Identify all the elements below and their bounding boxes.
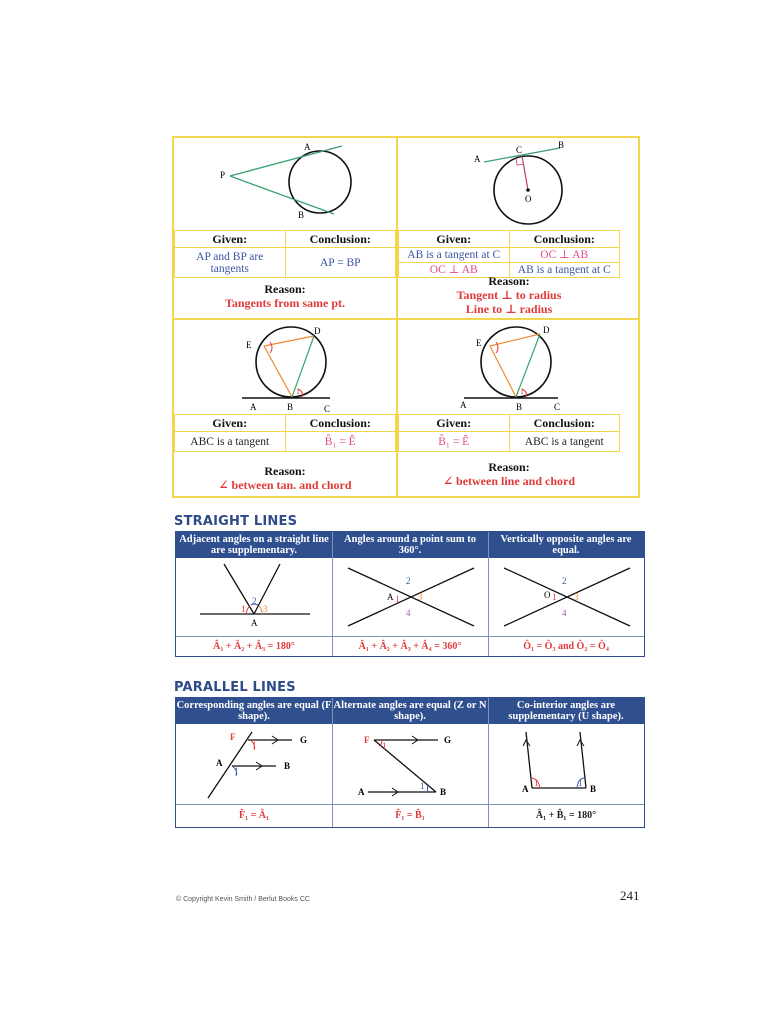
- reason-block: [174, 464, 396, 492]
- label-a: A: [474, 154, 481, 164]
- conclusion-heading: Conclusion:: [285, 231, 396, 248]
- given-text: AP and BP are tangents: [175, 248, 286, 278]
- label-angle-1: 1: [296, 387, 300, 396]
- label-b: B: [590, 784, 597, 794]
- conclusion-text: B̂₁ = Ê: [285, 432, 396, 452]
- label-a: A: [250, 402, 257, 412]
- given-heading: Given:: [175, 231, 286, 248]
- given-text-1: AB is a tangent at C: [399, 248, 510, 263]
- reason-heading: Reason:: [264, 282, 306, 296]
- conclusion-text-2: AB is a tangent at C: [509, 263, 620, 278]
- label-g: G: [300, 735, 308, 745]
- given-heading: Given:: [399, 231, 510, 248]
- label-angle-1: 1: [241, 604, 246, 614]
- given-conclusion-table: [174, 230, 396, 278]
- label-angle-1: 1: [395, 594, 400, 604]
- reason-heading: Reason:: [488, 460, 530, 474]
- reason-block: [398, 274, 620, 316]
- label-angle-2: 2: [562, 576, 567, 586]
- reason-text: ∠ between line and chord: [442, 474, 576, 488]
- label-angle-1-b: 1: [578, 778, 583, 788]
- given-heading: Given:: [175, 415, 286, 432]
- reason-text-1: Tangent ⊥ to radius: [456, 288, 562, 302]
- label-p: P: [220, 170, 226, 180]
- label-c: C: [554, 402, 561, 412]
- copyright-text: © Copyright Kevin Smith / Berlut Books CC: [176, 896, 310, 903]
- label-d: D: [543, 325, 550, 335]
- label-angle-1-f: 1: [382, 741, 387, 751]
- tangent-radius-diagram: [398, 138, 620, 230]
- header-angles-around-point: Angles around a point sum to 360°.: [344, 534, 476, 556]
- tan-chord-diagram: [174, 320, 396, 414]
- co-interior-angles-diagram: [488, 726, 644, 804]
- given-conclusion-table: [398, 414, 620, 452]
- given-text-2: OC ⊥ AB: [399, 263, 510, 278]
- reason-heading: Reason:: [488, 274, 530, 288]
- straight-lines-table: [175, 531, 645, 657]
- label-e: E: [476, 338, 482, 348]
- label-c: C: [324, 404, 331, 414]
- reason-block: [398, 460, 620, 488]
- formula-co-interior: Â₁ + B̂₁ = 180°: [535, 810, 597, 821]
- conclusion-heading: Conclusion:: [285, 415, 396, 432]
- given-conclusion-table: [398, 230, 620, 278]
- conclusion-text: AP = BP: [285, 248, 396, 278]
- label-b: B: [298, 210, 305, 220]
- header-alternate: Alternate angles are equal (Z or N shape).: [333, 700, 487, 722]
- formula-alternate: F̂₁ = B̂₁: [395, 810, 425, 821]
- label-angle-4: 4: [562, 608, 567, 618]
- label-b: B: [287, 402, 294, 412]
- label-angle-1-upper: 1: [252, 740, 257, 750]
- formula-vertically-opposite: Ô₁ = Ô₃ and Ô₂ = Ô₄: [523, 641, 609, 652]
- label-o: O: [525, 194, 532, 204]
- line-chord-diagram: [398, 320, 620, 414]
- adjacent-angles-diagram: [176, 560, 332, 636]
- header-adjacent-angles: Adjacent angles on a straight line are supplementary.: [179, 534, 329, 556]
- conclusion-text-1: OC ⊥ AB: [509, 248, 620, 263]
- label-c: C: [516, 145, 523, 155]
- given-text: B̂₁ = Ê: [399, 432, 510, 452]
- page-number: 241: [620, 888, 640, 903]
- parallel-lines-table: [175, 697, 645, 828]
- corresponding-angles-diagram: [176, 726, 332, 804]
- label-b: B: [440, 787, 447, 797]
- label-a: A: [304, 142, 311, 152]
- conclusion-text: ABC is a tangent: [509, 432, 620, 452]
- header-vertically-opposite: Vertically opposite angles are equal.: [500, 534, 632, 556]
- formula-corresponding: F̂₁ = Â₁: [238, 810, 270, 821]
- reason-block: [174, 282, 396, 310]
- theorem-cell-tangents-same-point: [174, 138, 396, 318]
- label-f: F: [364, 735, 370, 745]
- given-heading: Given:: [399, 415, 510, 432]
- header-corresponding: Corresponding angles are equal (F shape).: [176, 700, 332, 722]
- label-d: D: [314, 326, 321, 336]
- label-a: A: [460, 400, 467, 410]
- label-a: A: [251, 618, 258, 628]
- reason-text: Tangents from same pt.: [224, 296, 345, 310]
- label-b: B: [284, 761, 291, 771]
- given-conclusion-table: [174, 414, 396, 452]
- label-angle-2: 2: [406, 576, 411, 586]
- angles-around-point-diagram: [332, 560, 488, 636]
- theorem-grid: [172, 136, 640, 498]
- reason-text: ∠ between tan. and chord: [218, 478, 352, 492]
- formula-around-point: Â₁ + Â₂ + Â₃ + Â₄ = 360°: [358, 641, 462, 652]
- label-g: G: [444, 735, 452, 745]
- reason-text-2: Line to ⊥ radius: [465, 302, 553, 316]
- given-text: ABC is a tangent: [175, 432, 286, 452]
- vertically-opposite-diagram: [488, 560, 644, 636]
- formula-adjacent: Â₁ + Â₂ + Â₃ = 180°: [213, 641, 295, 652]
- section-title-straight-lines: STRAIGHT LINES: [174, 514, 298, 529]
- theorem-cell-tan-chord: [174, 320, 396, 500]
- reason-heading: Reason:: [264, 464, 306, 478]
- conclusion-heading: Conclusion:: [509, 231, 620, 248]
- label-b: B: [558, 140, 565, 150]
- label-angle-3: 3: [574, 592, 579, 602]
- label-angle-3: 3: [263, 604, 268, 614]
- tangents-diagram: [174, 138, 396, 230]
- label-angle-1-b: 1: [420, 781, 425, 791]
- label-angle-1-lower: 1: [234, 766, 239, 776]
- label-angle-3: 3: [418, 592, 423, 602]
- label-f: F: [230, 732, 236, 742]
- label-a: A: [522, 784, 529, 794]
- label-e: E: [246, 340, 252, 350]
- section-title-parallel-lines: PARALLEL LINES: [174, 680, 296, 695]
- alternate-angles-diagram: [332, 726, 488, 804]
- label-o: O: [544, 590, 551, 600]
- label-a: A: [216, 758, 223, 768]
- label-angle-1: 1: [552, 592, 557, 602]
- theorem-cell-tangent-radius: [398, 138, 620, 318]
- label-angle-2: 2: [252, 596, 257, 606]
- label-angle-1-a: 1: [534, 778, 539, 788]
- label-angle-1: 1: [520, 387, 524, 396]
- label-angle-4: 4: [406, 608, 411, 618]
- header-co-interior: Co-interior angles are supplementary (U shape).: [508, 700, 624, 722]
- label-b: B: [516, 402, 523, 412]
- label-a: A: [358, 787, 365, 797]
- label-a: A: [387, 592, 394, 602]
- conclusion-heading: Conclusion:: [509, 415, 620, 432]
- theorem-cell-line-chord: [398, 320, 620, 500]
